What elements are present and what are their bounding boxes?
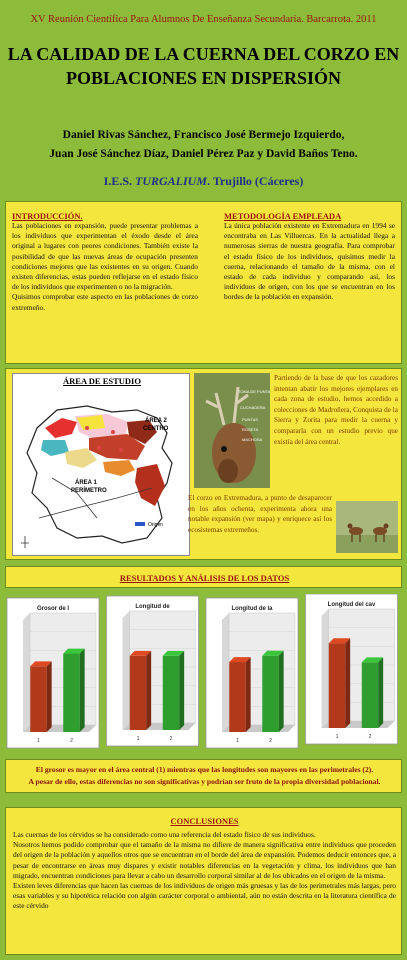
bar [262, 656, 279, 732]
results-summary-box [5, 759, 402, 793]
method-text: La única población existente en Extremadura en 1994 se encontraba en Las Villuercas. En la actualidad llega a numerosas sierras de nuestra geografía. Para comprobar el estado físico de los individuos, quisimos medir la cuerna, relacionando el tamaño de la misma, con el estado de cada individuo y comparando así, los individuos de origen, con los que se encuentran en los bordes de la población en expansión. [224, 221, 395, 302]
chart-title: Longitud de [135, 604, 170, 610]
deer-head-icon [194, 373, 270, 488]
extremadura-map [17, 388, 187, 553]
category-tick-label: 1 [37, 738, 40, 744]
results-summary-1: El grosor es mayor en el área central (1) mientras que las longitudes son mayores en las perimetrales (2). [35, 765, 374, 774]
institution-prefix: I.E.S. [103, 174, 133, 188]
study-area-text-bottom: El corzo en Extremadura, a punto de desaparecer en los años ochenta, experimenta ahora una notable expansión (ver mapa) y enriquece así los ecosistemas extremeños. [188, 494, 332, 534]
chart-side-wall [222, 613, 229, 732]
chart-panel [306, 594, 398, 744]
institution [0, 174, 407, 189]
study-area-text-right: Partiendo de la base de que los cazadores intentan abatir los mejores ejemplares en cada zona de estudio, hemos accedido a colecciones de Madroñera, Conquista de la Sierra y Zorita para medir la cuerna y compararla con un estudio previo que existía del área central. [274, 374, 398, 446]
bar [63, 654, 79, 732]
bar-side [345, 638, 350, 728]
deer-label-3: ROSETA [242, 427, 259, 432]
category-tick-label: 1 [335, 734, 339, 740]
bar-side [47, 661, 52, 732]
bar-side [246, 657, 251, 732]
deer-antler-photo [194, 373, 270, 488]
area2-sublabel: CENTRO [143, 426, 169, 432]
intro-text: Las poblaciones en expansión, puede presentar problemas a los individuos que experimentan el éxodo desde el área original a lugares con peores condiciones. También existe la posibilidad de que las nuevas áreas de ocupación presenten condiciones mejores que las existentes en su origen. Cuando existen diferencias, estas pueden reflejarse en el estado físico de los individuos que experimenten o no la migración. [12, 221, 198, 292]
bar [362, 662, 379, 728]
deer-label-top: TOMA DE PUNTA [238, 389, 270, 394]
deer-pair-icon [336, 501, 398, 553]
intro-section [12, 211, 198, 313]
institution-suffix: . Trujillo (Cáceres) [207, 174, 304, 188]
conclusions-p1: Las cuernas de los cérvidos se ha considerado como una referencia del estado físico de sus individuos. [13, 830, 316, 839]
chart-panel [107, 596, 199, 746]
dot [119, 448, 123, 452]
method-section [224, 211, 395, 303]
conclusions-title: CONCLUSIONES [170, 816, 239, 826]
bar-side [179, 651, 184, 730]
deer-label-1: CUCHADERA [240, 405, 266, 410]
authors [0, 126, 407, 164]
category-tick-label: 2 [169, 736, 173, 742]
compass-icon [21, 536, 29, 548]
chart-side-wall [23, 613, 30, 732]
results-summary-2: A pesar de ello, estas diferencias no son significativas y podrían ser fruto de la propia diversidad poblacional. [28, 777, 381, 786]
charts-svg [5, 594, 402, 754]
authors-line-1: Daniel Rivas Sánchez, Francisco José Bermejo Izquierdo, [62, 129, 345, 141]
study-area-title: ÁREA DE ESTUDIO [63, 376, 141, 386]
area1-label: ÁREA 1 [75, 480, 97, 486]
dot [85, 426, 89, 430]
legend-swatch [135, 522, 145, 526]
bar-side [279, 651, 284, 732]
conclusions-text [13, 830, 396, 912]
area2-label: ÁREA 2 [145, 418, 167, 424]
deer-label-2: PUNTAS [242, 417, 258, 422]
results-title: RESULTADOS Y ANÁLISIS DE LOS DATOS [119, 573, 290, 583]
chart-panel [7, 598, 99, 748]
category-tick-label: 1 [136, 736, 140, 742]
chart-title: Grosor de l [36, 606, 70, 612]
conclusions-p2: Nosotros hemos podido comprobar que el tamaño de la misma no difiere de manera significativa entre individuos que proceden del origen de la población y aquellos otros que se encuentran en el borde del área de expansión. Podemos deducir entonces que, a pesar de encontrarse en áreas muy dispares y existir notables diferencias en la vegetación y clima, los individuos que han migrado, encuentran condiciones para llevar a cabo un desarrollo corporal similar al de los ubicados en el origen de la misma. [13, 840, 396, 880]
title-line-1: LA CALIDAD DE LA CUERNA DEL CORZO EN [7, 44, 400, 64]
category-tick-label: 2 [269, 738, 272, 744]
bar [130, 656, 147, 730]
intro-method-box [5, 201, 402, 364]
bar-side [80, 649, 85, 732]
charts-row [5, 594, 402, 754]
conclusions-p3: Existen leves diferencias que hacen las cuernas de los individuos de origen más gruesas y las de los perimetrales más largas, pero esas variables y su hipotética relación con algún carácter corporal o ambiental, aún no están descrita en la literatura científica de este cérvido [13, 881, 396, 911]
institution-name: TURGALIUM [135, 174, 208, 188]
area1-sublabel: PERÍMETRO [71, 488, 107, 494]
authors-line-2: Juan José Sánchez Díaz, Daniel Pérez Paz y David Baños Teno. [49, 148, 358, 160]
title-line-2: POBLACIONES EN DISPERSIÓN [65, 68, 342, 88]
bar [329, 643, 346, 728]
chart-side-wall [322, 609, 329, 728]
bar [163, 656, 180, 730]
poster-title [0, 42, 407, 90]
intro-text-2: Quisimos comprobar este aspecto en las poblaciones de corzo extremeño. [12, 292, 198, 312]
bar-side [378, 657, 383, 728]
chart-title: Longitud del cav [327, 602, 376, 608]
category-tick-label: 2 [368, 734, 372, 740]
legend-label: Origen [148, 522, 164, 528]
chart-side-wall [123, 611, 130, 730]
intro-title: INTRODUCCIÓN. [12, 211, 83, 221]
dot [111, 430, 115, 434]
bar-side [146, 651, 151, 730]
study-area-box [5, 368, 402, 560]
deer-field-photo [336, 501, 398, 553]
deer-label-4: MACHOSA [242, 437, 263, 442]
conference-header: XV Reunión Científica Para Alumnos De Enseñanza Secundaria. Barcarrota. 2011 [30, 14, 377, 25]
bar [30, 666, 47, 732]
method-title: METODOLOGÍA EMPLEADA [224, 211, 342, 221]
conclusions-box [5, 807, 402, 955]
chart-title: Longitud de la [231, 606, 273, 612]
map-panel [12, 373, 190, 556]
category-tick-label: 1 [236, 738, 239, 744]
results-title-bar [5, 566, 402, 588]
dot [97, 446, 101, 450]
bar [229, 662, 246, 732]
chart-panel [206, 598, 298, 748]
category-tick-label: 2 [70, 738, 73, 744]
results-summary [10, 764, 399, 788]
